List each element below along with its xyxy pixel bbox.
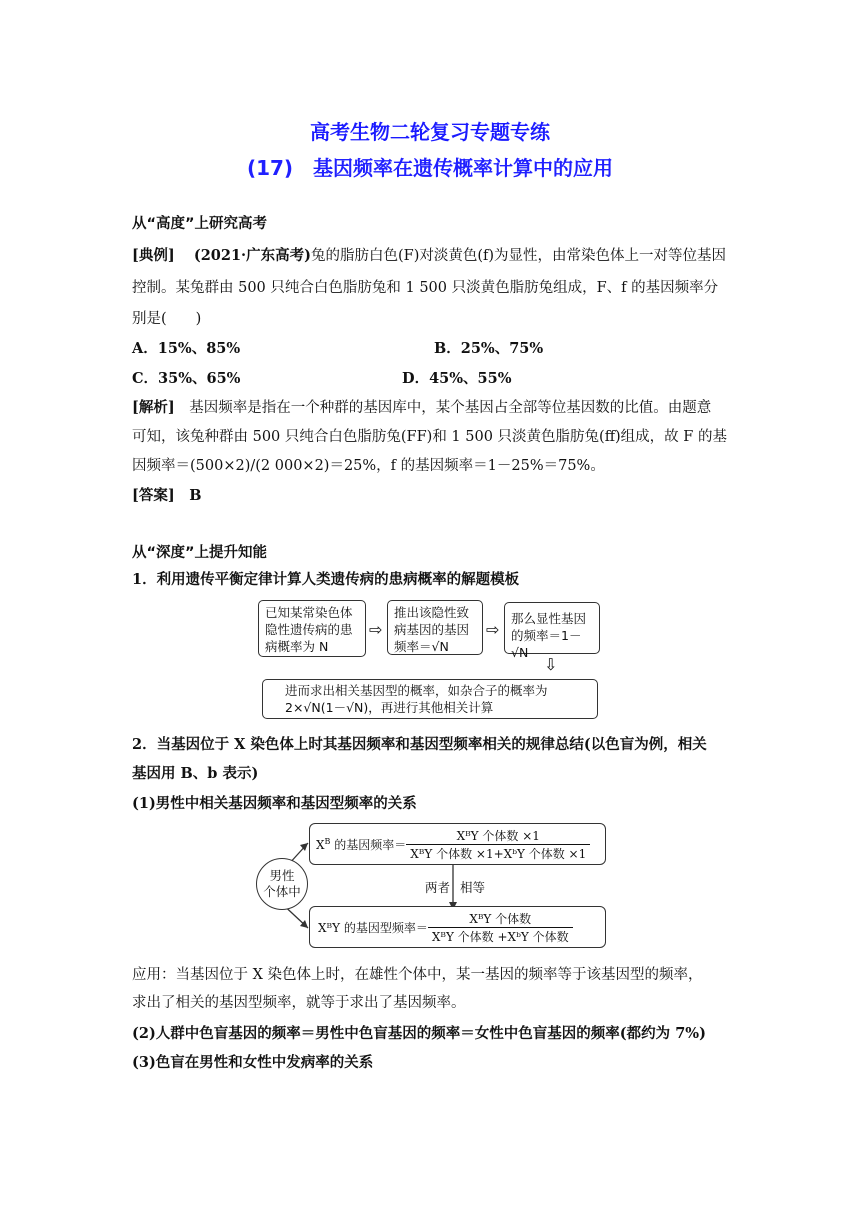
relation-left-label: 两者 <box>425 880 451 895</box>
page-title: 高考生物二轮复习专题专练 <box>310 120 550 144</box>
gene-frequency-label: $X^B$ 的基因频率＝ <box>316 837 407 852</box>
option-b: B．25%、75% <box>434 340 544 357</box>
item-1-heading: 1．利用遗传平衡定律计算人类遗传病的患病概率的解题模板 <box>132 571 520 588</box>
analysis-text-2: 可知，该兔种群由 500 只纯合白色脂肪兔(FF)和 1 500 只淡黄色脂肪兔(ff)组成，故 F 的基 <box>132 429 727 445</box>
answer-line <box>132 486 202 506</box>
page-subtitle: (17) 基因频率在遗传概率计算中的应用 <box>246 156 614 180</box>
relation-right-label: 相等 <box>460 880 486 895</box>
analysis-text-1: 基因频率是指在一个种群的基因库中，某个基因占全部等位基因数的比值。由题意 <box>189 400 712 416</box>
flow-box-1: 已知某常染色体 隐性遗传病的患 病概率为 N <box>258 600 366 657</box>
flow-box-2: 推出该隐性致 病基因的基因 频率＝√N <box>387 600 483 655</box>
sub-1: (1)男性中相关基因频率和基因型频率的关系 <box>132 795 417 812</box>
analysis-line-1 <box>132 398 711 418</box>
example-source: (2021·广东高考) <box>193 247 311 264</box>
arrow-right-icon: ⇨ <box>369 620 383 639</box>
answer-value: B <box>189 487 202 504</box>
example-text-2: 控制。某兔群由 500 只纯合白色脂肪兔和 1 500 只淡黄色脂肪兔组成，F、f 的基因频率分 <box>132 280 719 296</box>
example-tag: [典例] <box>132 247 175 264</box>
analysis-text-3: 因频率＝(500×2)/(2 000×2)＝25%，f 的基因频率＝1－25%＝75%。 <box>132 458 605 474</box>
answer-tag: [答案] <box>132 487 175 504</box>
analysis-tag: [解析] <box>132 399 175 416</box>
flow-box-3: 那么显性基因 的频率＝1－√N <box>504 602 600 654</box>
example-text-1: 兔的脂肪白色(F)对淡黄色(f)为显性，由常染色体上一对等位基因 <box>310 248 727 264</box>
flow-box-4: 进而求出相关基因型的概率，如杂合子的概率为 2×√N(1－√N)，再进行其他相关计算 <box>262 679 598 719</box>
arrow-down-icon: ⇩ <box>544 655 558 674</box>
arrow-right-icon: ⇨ <box>486 620 500 639</box>
gene-frequency-box <box>309 823 606 865</box>
example-line-1 <box>132 246 726 266</box>
genotype-frequency-box <box>309 906 606 948</box>
option-c: C．35%、65% <box>132 370 241 387</box>
application-text-1: 应用：当基因位于 X 染色体上时，在雄性个体中，某一基因的频率等于该基因型的频率， <box>132 967 703 983</box>
application-text-2: 求出了相关的基因型频率，就等于求出了基因频率。 <box>132 995 466 1011</box>
example-text-3: 别是( ) <box>132 311 202 327</box>
genotype-frequency-fraction: $\frac{\text{XᴮY 个体数}}{\text{XᴮY 个体数 +XᵇY 个体数}}$ <box>428 910 573 945</box>
gene-frequency-fraction: $\frac{\text{XᴮY 个体数 ×1}}{\text{XᴮY 个体数 ×1+XᵇY 个体数 ×1}}$ <box>406 827 590 862</box>
male-individual-circle: 男性 个体中 <box>256 858 308 910</box>
option-a: A．15%、85% <box>132 340 241 357</box>
section-heading-depth: 从“深度”上提升知能 <box>132 545 268 561</box>
sub-3: (3)色盲在男性和女性中发病率的关系 <box>132 1054 374 1071</box>
section-heading-height: 从“高度”上研究高考 <box>132 216 268 232</box>
genotype-frequency-label: XᴮY 的基因型频率＝ <box>318 921 428 935</box>
sub-2: (2)人群中色盲基因的频率＝男性中色盲基因的频率＝女性中色盲基因的频率(都约为 7%) <box>132 1025 706 1042</box>
item-2-line-2: 基因用 B、b 表示) <box>132 765 259 782</box>
option-d: D．45%、55% <box>402 370 512 387</box>
item-2-line-1: 2．当基因位于 X 染色体上时其基因频率和基因型频率相关的规律总结(以色盲为例，相关 <box>132 736 707 753</box>
